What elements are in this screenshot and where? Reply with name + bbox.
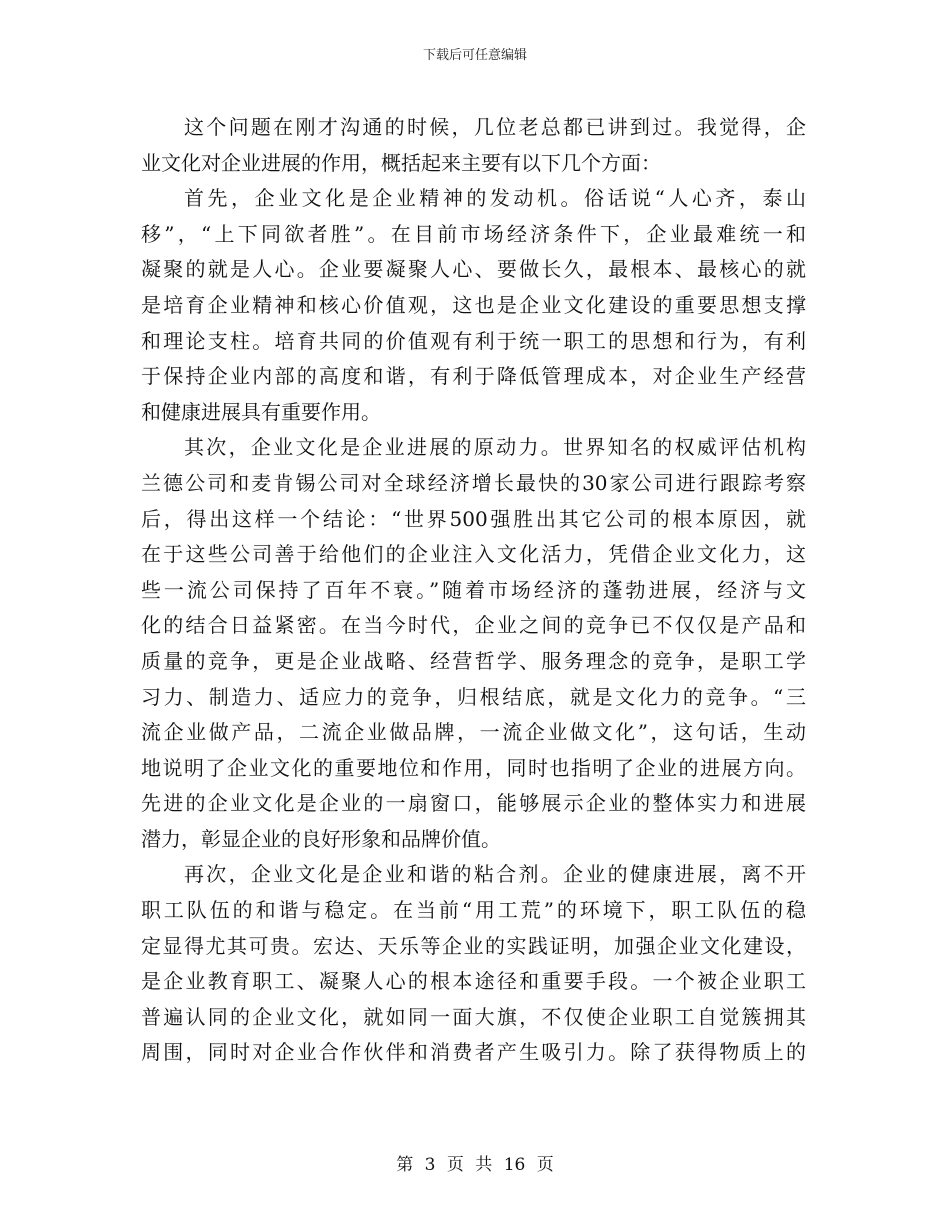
paragraph-line: 化的结合日益紧密。在当今时代，企业之间的竞争已不仅仅是产品和	[141, 613, 806, 638]
paragraph-line: 质量的竞争，更是企业战略、经营哲学、服务理念的竞争，是职工学	[141, 648, 806, 673]
paragraph-line: 潜力，彰显企业的良好形象和品牌价值。	[141, 826, 501, 851]
paragraph-line: 和健康进展具有重要作用。	[141, 399, 381, 424]
paragraph-line: 在于这些公司善于给他们的企业注入文化活力，凭借企业文化力，这	[141, 542, 806, 567]
paragraph-line: 后，得出这样一个结论：“世界500强胜出其它公司的根本原因，就	[141, 506, 806, 531]
paragraph-line: 是企业教育职工、凝聚人心的根本途径和重要手段。一个被企业职工	[141, 969, 806, 994]
paragraph-line: 流企业做产品，二流企业做品牌，一流企业做文化”，这句话，生动	[141, 720, 806, 745]
page-number: 第 3 页 共 16 页	[396, 1155, 554, 1175]
document-body	[141, 110, 806, 1071]
paragraph-line: 这个问题在刚才沟通的时候，几位老总都已讲到过。我觉得，企	[184, 115, 806, 139]
paragraph-line: 习力、制造力、适应力的竞争，归根结底，就是文化力的竞争。“三	[141, 684, 806, 709]
paragraph-line: 周围，同时对企业合作伙伴和消费者产生吸引力。除了获得物质上的	[141, 1040, 806, 1065]
paragraph-line: 是培育企业精神和核心价值观，这也是企业文化建设的重要思想支撑	[141, 292, 806, 317]
paragraph-line: 先进的企业文化是企业的一扇窗口，能够展示企业的整体实力和进展	[141, 791, 806, 816]
paragraph-line: 和理论支柱。培育共同的价值观有利于统一职工的思想和行为，有利	[141, 328, 806, 353]
paragraph-line: 再次，企业文化是企业和谐的粘合剂。企业的健康进展，离不开	[184, 862, 806, 887]
paragraph-line: 移”，“上下同欲者胜”。在目前市场经济条件下，企业最难统一和	[141, 221, 806, 246]
paragraph-line: 其次，企业文化是企业进展的原动力。世界知名的权威评估机构	[184, 435, 806, 460]
paragraph-line: 定显得尤其可贵。宏达、天乐等企业的实践证明，加强企业文化建设，	[141, 933, 806, 958]
paragraph-line: 普遍认同的企业文化，就如同一面大旗，不仅使企业职工自觉簇拥其	[141, 1004, 806, 1029]
paragraph-line: 地说明了企业文化的重要地位和作用，同时也指明了企业的进展方向。	[141, 755, 806, 780]
paragraph-line: 兰德公司和麦肯锡公司对全球经济增长最快的30家公司进行跟踪考察	[141, 470, 806, 495]
paragraph-line: 些一流公司保持了百年不衰。”随着市场经济的蓬勃进展，经济与文	[141, 577, 806, 602]
paragraph-line: 于保持企业内部的高度和谐，有利于降低管理成本，对企业生产经营	[141, 364, 806, 389]
paragraph-line: 职工队伍的和谐与稳定。在当前“用工荒”的环境下，职工队伍的稳	[141, 898, 806, 923]
paragraph-line: 首先，企业文化是企业精神的发动机。俗话说“人心齐，泰山	[184, 186, 806, 211]
paragraph-line: 业文化对企业进展的作用，概括起来主要有以下几个方面：	[141, 150, 661, 175]
paragraph-line: 凝聚的就是人心。企业要凝聚人心、要做长久，最根本、最核心的就	[141, 257, 806, 282]
page-header: 下载后可任意编辑	[422, 48, 527, 63]
